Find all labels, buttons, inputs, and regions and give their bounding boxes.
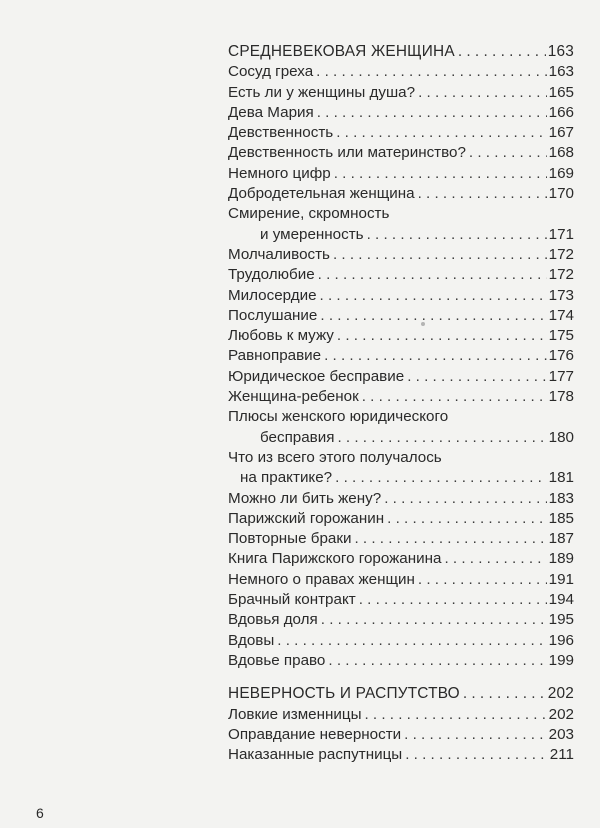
dot-leader: [359, 590, 547, 610]
toc-entry-title: Вдовья доля: [228, 611, 318, 629]
toc-entry-page: 202: [548, 705, 574, 723]
toc-entry-title: Немного цифр: [228, 164, 331, 182]
toc-entry[interactable]: [228, 143, 574, 163]
dot-leader: [444, 549, 546, 569]
toc-entry-page: 176: [548, 347, 574, 365]
dot-leader: [387, 509, 547, 529]
toc-entry-page: 189: [548, 550, 574, 568]
dot-leader: [463, 684, 546, 704]
toc-entry-title: Парижский горожанин: [228, 509, 385, 527]
toc-entry-page: 177: [548, 367, 574, 385]
toc-entry[interactable]: [228, 489, 574, 509]
dot-leader: [404, 725, 546, 745]
toc-entry-page: 183: [548, 489, 574, 507]
dot-leader: [328, 651, 546, 671]
toc-entry[interactable]: [228, 245, 574, 265]
toc-entry-title: Трудолюбие: [228, 266, 315, 284]
toc-entry-page: 178: [548, 388, 574, 406]
toc-entry-page: 165: [548, 83, 574, 101]
toc-entry[interactable]: [228, 62, 574, 82]
toc-entry-page: 211: [549, 746, 574, 764]
toc-entry-title-line1: Что из всего этого получалось: [228, 448, 442, 466]
toc-entry[interactable]: [228, 103, 574, 123]
dot-leader: [405, 745, 548, 765]
toc-section: [228, 42, 574, 671]
toc-entry-page: 172: [548, 245, 574, 263]
dot-leader: [321, 610, 547, 630]
toc-entry-title: Послушание: [228, 306, 318, 324]
toc-entry-title: Юридическое бесправие: [228, 367, 405, 385]
dot-leader: [367, 225, 547, 245]
table-of-contents: [228, 42, 574, 765]
toc-entry-title: Равноправие: [228, 347, 322, 365]
dot-leader: [337, 428, 546, 448]
toc-entry[interactable]: [228, 529, 574, 549]
toc-entry-title: Немного о правах женщин: [228, 570, 415, 588]
toc-entry-title: бесправия: [260, 428, 335, 446]
toc-entry[interactable]: [228, 367, 574, 387]
toc-entry-page: 187: [548, 530, 574, 548]
toc-entry-title: Оправдание неверности: [228, 725, 402, 743]
toc-entry[interactable]: [228, 184, 574, 204]
page-number: 6: [36, 805, 44, 821]
toc-entry-page: 180: [548, 428, 574, 446]
dot-leader: [407, 367, 546, 387]
toc-entry-page: 195: [548, 611, 574, 629]
toc-entry-title: Сосуд греха: [228, 63, 314, 81]
toc-entry-title: Книга Парижского горожанина: [228, 550, 442, 568]
dot-leader: [277, 631, 546, 651]
toc-entry-page: 173: [548, 286, 574, 304]
toc-entry-page: 202: [547, 685, 574, 703]
toc-entry-page: 174: [548, 306, 574, 324]
toc-entry-page: 171: [548, 225, 574, 243]
toc-entry[interactable]: [228, 631, 574, 651]
dot-leader: [458, 42, 546, 62]
toc-section: [228, 684, 574, 765]
toc-entry-page: 191: [548, 570, 574, 588]
toc-entry-title: Можно ли бить жену?: [228, 489, 382, 507]
toc-entry[interactable]: [228, 428, 574, 448]
toc-entry-title: Есть ли у женщины душа?: [228, 83, 416, 101]
dot-leader: [336, 123, 546, 143]
toc-entry-title: НЕВЕРНОСТЬ И РАСПУТСТВО: [228, 685, 460, 703]
dot-leader: [384, 489, 546, 509]
toc-entry-title: на практике?: [240, 469, 333, 487]
dot-leader: [469, 143, 547, 163]
toc-entry-page: 170: [548, 185, 574, 203]
dot-leader: [324, 346, 547, 366]
toc-entry-page: 175: [548, 327, 574, 345]
toc-chapter-heading[interactable]: [228, 684, 574, 704]
dot-leader: [364, 705, 546, 725]
toc-entry-page: 166: [548, 103, 574, 121]
dot-leader: [418, 83, 547, 103]
dot-leader: [418, 184, 547, 204]
toc-entry-page: 185: [548, 509, 574, 527]
toc-entry-title: Девственность или материнство?: [228, 144, 466, 162]
toc-entry[interactable]: [228, 549, 574, 569]
toc-entry-title: Вдовье право: [228, 651, 326, 669]
dot-leader: [335, 468, 547, 488]
toc-entry[interactable]: [228, 570, 574, 590]
dot-leader: [333, 245, 547, 265]
dot-leader: [320, 306, 546, 326]
toc-entry[interactable]: [228, 123, 574, 143]
toc-entry-title: Ловкие изменницы: [228, 705, 362, 723]
dot-leader: [418, 570, 547, 590]
toc-entry-page: 163: [547, 43, 574, 60]
toc-entry[interactable]: [228, 705, 574, 725]
toc-entry-title-line1: Плюсы женского юридического: [228, 408, 449, 426]
toc-entry-title: Вдовы: [228, 631, 275, 649]
dot-leader: [334, 164, 547, 184]
toc-entry-title: Любовь к мужу: [228, 327, 334, 345]
toc-entry[interactable]: [228, 164, 574, 184]
dot-leader: [317, 103, 547, 123]
toc-entry-title: Милосердие: [228, 286, 317, 304]
toc-chapter-heading[interactable]: [228, 42, 574, 62]
toc-entry-title: Повторные браки: [228, 530, 352, 548]
toc-entry-page: 181: [548, 469, 574, 487]
toc-entry-page: 167: [548, 124, 574, 142]
dot-leader: [354, 529, 546, 549]
toc-entry-page: 163: [548, 63, 574, 81]
toc-entry[interactable]: [228, 286, 574, 306]
toc-entry[interactable]: [228, 265, 574, 285]
dot-leader: [320, 286, 547, 306]
toc-entry-title: Наказанные распутницы: [228, 746, 403, 764]
toc-entry[interactable]: [228, 346, 574, 366]
toc-entry[interactable]: [228, 468, 574, 488]
toc-entry[interactable]: [228, 306, 574, 326]
toc-entry-title-line1: Смирение, скромность: [228, 205, 390, 223]
toc-entry[interactable]: [228, 590, 574, 610]
toc-entry-title: Дева Мария: [228, 103, 314, 121]
toc-entry-page: 168: [548, 144, 574, 162]
paper-speck: [421, 322, 425, 326]
toc-entry[interactable]: [228, 610, 574, 630]
toc-entry-title: Молчаливость: [228, 245, 330, 263]
toc-entry-page: 169: [548, 164, 574, 182]
toc-entry-title: Девственность: [228, 124, 334, 142]
toc-entry-title: СРЕДНЕВЕКОВАЯ ЖЕНЩИНА: [228, 43, 455, 60]
toc-entry-title: Добродетельная женщина: [228, 185, 415, 203]
dot-leader: [362, 387, 547, 407]
toc-entry-title: Брачный контракт: [228, 591, 356, 609]
toc-entry-page: 199: [548, 651, 574, 669]
dot-leader: [316, 62, 547, 82]
toc-entry-title: Женщина-ребенок: [228, 388, 359, 406]
toc-entry-page: 196: [548, 631, 574, 649]
toc-entry-page: 203: [548, 725, 574, 743]
toc-entry[interactable]: [228, 83, 574, 103]
dot-leader: [318, 265, 547, 285]
dot-leader: [337, 326, 547, 346]
toc-entry[interactable]: [228, 509, 574, 529]
toc-entry-title: и умеренность: [260, 225, 364, 243]
toc-entry-page: 194: [548, 591, 574, 609]
toc-entry[interactable]: [228, 651, 574, 671]
toc-entry[interactable]: [228, 326, 574, 346]
toc-entry[interactable]: [228, 387, 574, 407]
toc-entry-page: 172: [548, 266, 574, 284]
toc-entry[interactable]: [228, 225, 574, 245]
toc-entry[interactable]: [228, 745, 574, 765]
toc-entry[interactable]: [228, 725, 574, 745]
